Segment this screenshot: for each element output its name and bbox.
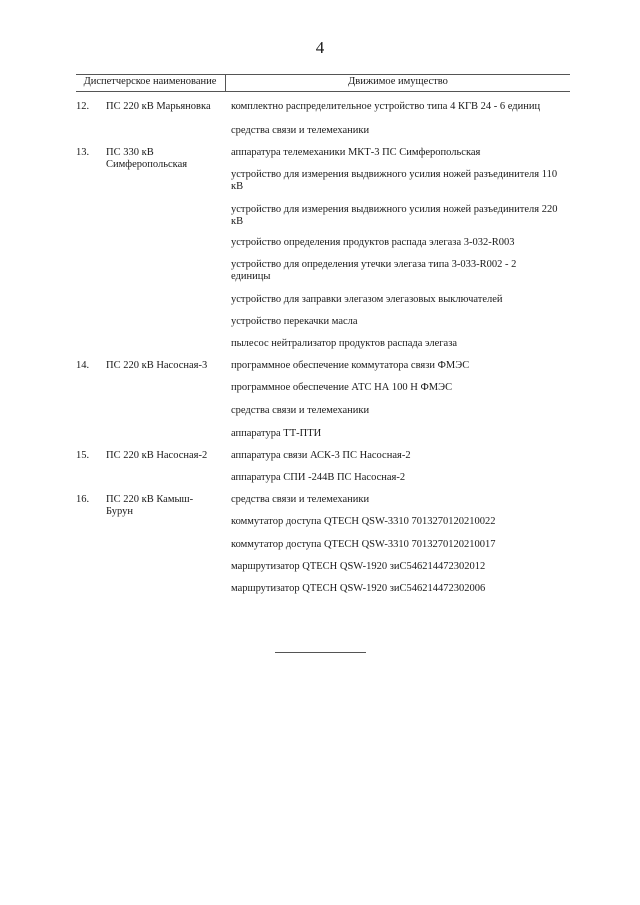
list-item: программное обеспечение коммутатора связи ФМЭС [231,360,470,371]
header-dispatch-name: Диспетчерское наименование [83,76,217,87]
row-number: 13. [76,147,90,158]
list-item: маршрутизатор QTECH QSW-1920 зиС546214472302006 [231,583,486,594]
row-name: ПС 220 кВ Камыш-Бурун [106,494,194,517]
list-item: устройство для измерения выдвижного усилия ножей разъединителя 220 кВ [231,204,558,227]
list-item: коммутатор доступа QTECH QSW-3310 7013270120210022 [231,516,496,527]
table-header [76,74,570,92]
row-name: ПС 220 кВ Марьяновка [106,101,211,112]
header-movable-property: Движимое имущество [348,76,448,87]
list-item: устройство для заправки элегазом элегазовых выключателей [231,294,503,305]
list-item: средства связи и телемеханики [231,494,370,505]
row-number: 14. [76,360,90,371]
list-item: аппаратура телемеханики МКТ-3 ПС Симферопольская [231,147,481,158]
page-number: 4 [315,38,325,57]
list-item: комплектно распределительное устройство типа 4 КГВ 24 - 6 единиц [231,101,541,112]
list-item: устройство определения продуктов распада элегаза 3-032-R003 [231,237,515,248]
list-item: программное обеспечение АТС НА 100 Н ФМЭС [231,382,453,393]
list-item: аппаратура ТТ-ПТИ [231,428,322,439]
list-item: устройство для измерения выдвижного усилия ножей разъединителя 110 кВ [231,169,558,192]
row-name: ПС 330 кВ Симферопольская [106,147,188,170]
row-number: 12. [76,101,90,112]
list-item: пылесос нейтрализатор продуктов распада элегаза [231,338,458,349]
list-item: аппаратура связи АСК-3 ПС Насосная-2 [231,450,411,461]
list-item: устройство для определения утечки элегаза типа 3-033-R002 - 2 единицы [231,259,517,282]
row-number: 16. [76,494,90,505]
list-item: аппаратура СПИ -244В ПС Насосная-2 [231,472,406,483]
list-item: маршрутизатор QTECH QSW-1920 зиС546214472302012 [231,561,486,572]
list-item: коммутатор доступа QTECH QSW-3310 7013270120210017 [231,539,496,550]
row-number: 15. [76,450,90,461]
list-item: средства связи и телемеханики [231,405,370,416]
row-name: ПС 220 кВ Насосная-2 [106,450,208,461]
list-item: средства связи и телемеханики [231,125,370,136]
footer-divider [275,652,366,653]
list-item: устройство перекачки масла [231,316,358,327]
row-name: ПС 220 кВ Насосная-3 [106,360,208,371]
